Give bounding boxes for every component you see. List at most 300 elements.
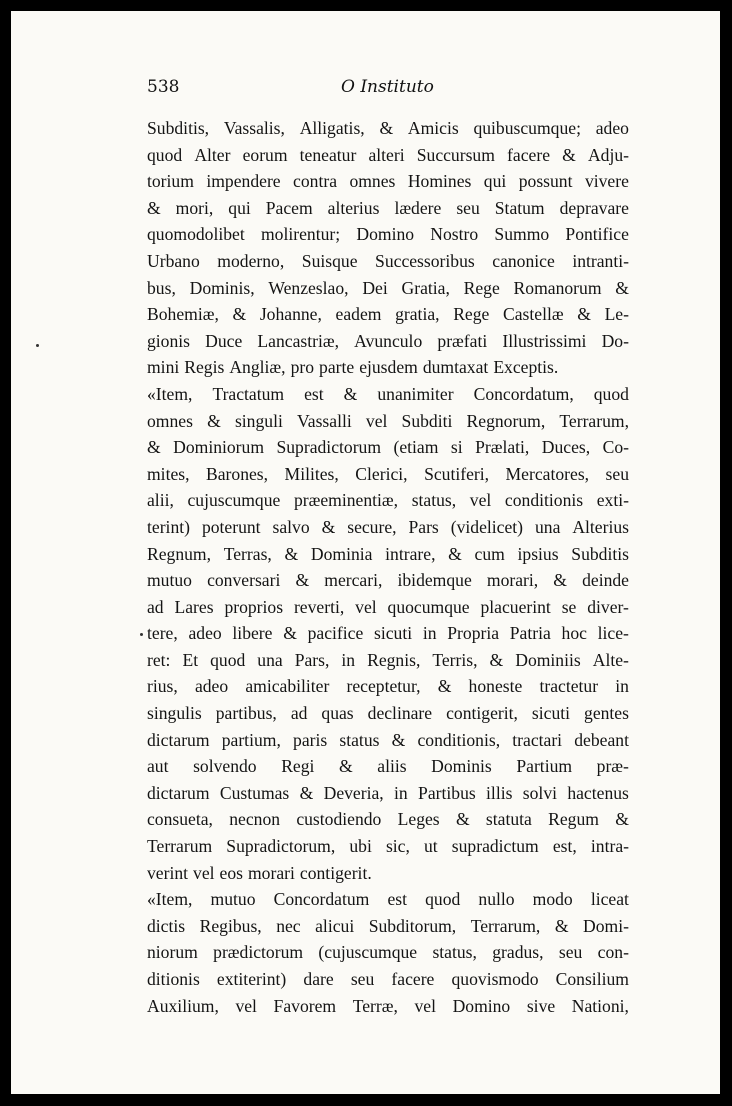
word: Regi: [281, 756, 315, 777]
word: conversari: [207, 570, 281, 591]
word: Regum: [548, 809, 599, 830]
word: ditionis: [147, 969, 200, 989]
word: &: [379, 118, 394, 138]
word: Duces,: [541, 437, 591, 458]
word: Partibus: [418, 782, 476, 803]
word: aut: [147, 756, 169, 777]
word: hoc: [561, 623, 587, 644]
word: prædictorum: [213, 942, 304, 963]
word: &: [147, 437, 161, 458]
word: mutuo: [210, 889, 256, 910]
word: Domino: [356, 224, 415, 245]
word: Leges: [397, 809, 440, 830]
word: Consilium: [555, 969, 629, 989]
word: Terras,: [223, 543, 272, 564]
word: Subditorum,: [368, 915, 457, 936]
word: quomodolibet: [147, 224, 245, 245]
print-speck: [36, 344, 39, 347]
word: Custumas: [219, 782, 290, 803]
word: Alterius: [572, 516, 629, 537]
word: Mercatores,: [505, 463, 590, 484]
word: Deveria,: [323, 782, 384, 803]
word: «Item,: [147, 889, 193, 910]
word: Avunculo: [354, 330, 423, 351]
word: Dei: [362, 277, 388, 298]
word: Bohemiæ,: [147, 304, 219, 325]
word: Suisque: [301, 250, 358, 271]
word: Romanorum: [513, 277, 602, 298]
word: &: [391, 729, 406, 750]
word: Homines: [407, 171, 472, 192]
word: Succursum: [416, 144, 495, 165]
word: Angliæ,: [229, 357, 286, 378]
word: partibus,: [215, 703, 277, 724]
word: (etiam: [393, 437, 439, 458]
word: Dominis: [431, 756, 492, 777]
word: quovismodo: [451, 969, 539, 989]
word: nec: [276, 915, 301, 936]
word: Vassalli: [297, 410, 352, 431]
word: Supradictorum,: [226, 836, 336, 857]
word: torium: [147, 171, 194, 192]
word: ad: [147, 596, 164, 617]
text-line: [147, 727, 629, 754]
word: extiterint): [216, 969, 287, 989]
word: &: [299, 782, 314, 803]
word: Dominiis: [515, 649, 581, 670]
word: Concordatum,: [473, 383, 574, 404]
word: &: [437, 676, 452, 697]
word: seu: [558, 942, 583, 963]
word: nullo: [478, 889, 515, 910]
word: vivere: [584, 171, 629, 192]
book-page: [11, 11, 720, 1094]
word: omnes: [349, 171, 396, 192]
text-line: [147, 168, 629, 195]
word: illis: [486, 782, 513, 803]
word: ad: [290, 703, 308, 724]
word: Illustrissimi: [502, 330, 587, 351]
word: alii,: [147, 490, 174, 511]
word: se: [561, 596, 577, 617]
word: gratia,: [395, 304, 440, 325]
word: ubi: [349, 836, 372, 857]
word: ejusdem: [359, 357, 418, 378]
word: in: [422, 623, 437, 644]
word: morari: [248, 862, 295, 883]
word: lice-: [597, 623, 629, 644]
word: Johanne,: [259, 304, 322, 325]
text-line: [147, 381, 629, 408]
page-number: 538: [147, 77, 180, 97]
word: liceat: [590, 889, 629, 910]
word: Vassalis,: [223, 118, 285, 138]
word: depravare: [559, 197, 629, 218]
word: honeste: [468, 676, 523, 697]
word: exti-: [596, 490, 629, 511]
word: &: [554, 915, 569, 936]
running-title: O Instituto: [341, 77, 434, 97]
word: parte: [319, 357, 355, 378]
word: alterius: [327, 197, 380, 218]
text-line: [147, 115, 629, 142]
word: bus,: [147, 277, 176, 298]
word: est: [304, 383, 324, 404]
word: terint): [147, 516, 190, 537]
word: partium,: [221, 729, 281, 750]
word: gionis: [147, 330, 191, 351]
word: supradictum: [451, 836, 539, 857]
word: intrare,: [385, 543, 436, 564]
word: Auxilium,: [147, 995, 219, 1016]
text-line: [147, 966, 629, 993]
word: alicui: [315, 915, 355, 936]
text-line: [147, 221, 629, 248]
word: Alte-: [592, 649, 629, 670]
text-line: [147, 913, 629, 940]
word: &: [577, 304, 591, 325]
word: Pars,: [294, 649, 330, 670]
word: Pars: [408, 516, 439, 537]
word: modo: [532, 889, 573, 910]
word: Propria: [447, 623, 500, 644]
word: conditionis,: [417, 729, 501, 750]
word: Dominis,: [189, 277, 255, 298]
text-line: [147, 993, 629, 1020]
word: Dominia: [310, 543, 373, 564]
word: Et: [182, 649, 199, 670]
word: mercari,: [324, 570, 383, 591]
word: mini: [147, 357, 180, 378]
word: quibuscumque;: [473, 118, 581, 138]
word: ipsius: [517, 543, 559, 564]
word: solvi: [522, 782, 557, 803]
word: vel: [469, 490, 492, 511]
text-line: [147, 408, 629, 435]
word: Adju-: [587, 144, 629, 165]
word: &: [207, 410, 221, 431]
word: eorum: [242, 144, 288, 165]
word: Subditis,: [147, 118, 210, 138]
text-line: [147, 620, 629, 647]
word: quod: [147, 144, 183, 165]
word: declinare: [367, 703, 433, 724]
word: teneatur: [299, 144, 357, 165]
word: Regis: [184, 357, 225, 378]
word: consueta,: [147, 809, 213, 830]
print-speck: [140, 633, 143, 636]
word: tractari: [512, 729, 563, 750]
word: Regnorum,: [466, 410, 546, 431]
word: con-: [597, 942, 629, 963]
word: vel: [193, 862, 215, 883]
word: quod: [425, 889, 461, 910]
text-line: [147, 806, 629, 833]
word: est,: [552, 836, 577, 857]
word: sic,: [385, 836, 410, 857]
word: moderno,: [217, 250, 285, 271]
word: rius,: [147, 676, 178, 697]
word: solvendo: [193, 756, 257, 777]
word: &: [615, 277, 629, 298]
word: præ-: [596, 756, 629, 777]
word: est: [387, 889, 408, 910]
word: paris: [293, 729, 328, 750]
word: ibidemque: [397, 570, 472, 591]
word: Lancastriæ,: [257, 330, 340, 351]
word: dictarum: [147, 782, 210, 803]
word: &: [284, 543, 299, 564]
word: status: [339, 729, 380, 750]
word: mites,: [147, 463, 190, 484]
word: gentes: [584, 703, 629, 724]
text-line: [147, 567, 629, 594]
word: «Item,: [147, 383, 193, 404]
word: seu: [605, 463, 629, 484]
word: &: [455, 809, 470, 830]
word: una: [534, 516, 561, 537]
word: Rege: [463, 277, 500, 298]
word: Wenzeslao,: [268, 277, 349, 298]
word: &: [147, 197, 161, 218]
word: seu: [456, 197, 480, 218]
word: Barones,: [206, 463, 269, 484]
word: Subditi: [401, 410, 453, 431]
word: receptetur,: [346, 676, 421, 697]
word: Castellæ: [502, 304, 564, 325]
text-line: [147, 142, 629, 169]
word: Gratia,: [401, 277, 450, 298]
word: præfati: [437, 330, 488, 351]
word: proprios: [224, 596, 284, 617]
word: qui: [228, 197, 251, 218]
word: quod: [210, 649, 246, 670]
word: (cujuscumque: [318, 942, 418, 963]
word: Regnum,: [147, 543, 212, 564]
word: intra-: [590, 836, 629, 857]
text-line: [147, 301, 629, 328]
word: &: [489, 649, 504, 670]
word: Amicis: [407, 118, 459, 138]
word: &: [295, 570, 310, 591]
word: lædere: [394, 197, 442, 218]
word: quas: [321, 703, 354, 724]
text-line: [147, 275, 629, 302]
word: vel: [414, 995, 436, 1016]
word: facere: [391, 969, 435, 989]
word: dumtaxat: [422, 357, 489, 378]
word: secure,: [347, 516, 397, 537]
word: in: [394, 782, 408, 803]
word: Nostro: [430, 224, 479, 245]
word: adeo: [188, 623, 222, 644]
word: dictis: [147, 915, 186, 936]
word: (videlicet): [450, 516, 524, 537]
word: adeo: [194, 676, 229, 697]
word: &: [343, 383, 358, 404]
text-line: [147, 594, 629, 621]
word: Alligatis,: [299, 118, 365, 138]
text-line: [147, 487, 629, 514]
word: possunt: [518, 171, 573, 192]
word: Summo: [494, 224, 550, 245]
word: Pacem: [265, 197, 313, 218]
word: pro: [290, 357, 315, 378]
word: Domino: [452, 995, 511, 1016]
word: Terrarum,: [559, 410, 629, 431]
word: Domi-: [583, 915, 629, 936]
word: eos: [219, 862, 243, 883]
word: Terræ,: [352, 995, 398, 1016]
word: contigerit,: [446, 703, 518, 724]
word: vel: [235, 995, 257, 1016]
word: Exceptis.: [493, 357, 559, 378]
word: morari,: [486, 570, 539, 591]
body-text: [147, 115, 629, 1019]
word: statuta: [485, 809, 532, 830]
word: ut: [423, 836, 438, 857]
text-line: [147, 673, 629, 700]
word: tractetur: [539, 676, 599, 697]
text-line: [147, 700, 629, 727]
word: molirentur;: [260, 224, 341, 245]
word: vel: [365, 410, 388, 431]
word: &: [562, 144, 576, 165]
word: deinde: [582, 570, 629, 591]
word: tere,: [147, 623, 178, 644]
word: adeo: [595, 118, 629, 138]
word: salvo: [272, 516, 310, 537]
word: &: [553, 570, 567, 591]
word: libere: [232, 623, 273, 644]
word: poterunt: [201, 516, 261, 537]
text-line: [147, 780, 629, 807]
word: seu: [350, 969, 375, 989]
word: Prælati,: [475, 437, 530, 458]
word: &: [615, 809, 629, 830]
word: Nationi,: [571, 995, 629, 1016]
word: sicuti: [374, 623, 413, 644]
text-line: [147, 514, 629, 541]
word: Duce: [205, 330, 243, 351]
word: Terrarum: [147, 836, 213, 857]
word: Favorem: [273, 995, 337, 1016]
word: Lares: [174, 596, 214, 617]
word: dictarum: [147, 729, 210, 750]
word: pacifice: [307, 623, 364, 644]
word: dare: [303, 969, 334, 989]
word: mori,: [175, 197, 214, 218]
word: custodiendo: [296, 809, 382, 830]
text-line: [147, 248, 629, 275]
word: canonice: [492, 250, 555, 271]
text-line: [147, 328, 629, 355]
word: Regibus,: [199, 915, 262, 936]
text-line: [147, 541, 629, 568]
word: diver-: [587, 596, 629, 617]
word: &: [339, 756, 353, 777]
word: Tractatum: [212, 383, 285, 404]
word: Regnis,: [367, 649, 421, 670]
word: facere: [507, 144, 551, 165]
word: sive: [526, 995, 556, 1016]
word: quocumque: [387, 596, 470, 617]
word: cujuscumque: [187, 490, 281, 511]
word: mutuo: [147, 570, 192, 591]
word: Milites,: [284, 463, 339, 484]
word: in: [341, 649, 356, 670]
word: status,: [432, 942, 477, 963]
word: conditionis: [504, 490, 584, 511]
word: in: [615, 676, 629, 697]
text-line: [147, 886, 629, 913]
word: placuerint: [480, 596, 551, 617]
word: Dominiorum: [173, 437, 265, 458]
word: Successoribus: [375, 250, 475, 271]
word: alteri: [368, 144, 405, 165]
word: necnon: [229, 809, 281, 830]
word: verint: [147, 862, 189, 883]
word: qui: [483, 171, 507, 192]
word: Patria: [509, 623, 551, 644]
word: status,: [411, 490, 457, 511]
word: hactenus: [567, 782, 629, 803]
word: si: [450, 437, 463, 458]
word: omnes: [147, 410, 193, 431]
text-line: [147, 939, 629, 966]
word: Supradictorum: [276, 437, 382, 458]
text-line: [147, 354, 629, 381]
word: una: [257, 649, 283, 670]
word: Clerici,: [355, 463, 408, 484]
word: quod: [593, 383, 629, 404]
text-line: [147, 647, 629, 674]
word: unanimiter: [377, 383, 454, 404]
word: Partium: [516, 756, 573, 777]
text-line: [147, 434, 629, 461]
word: Le-: [604, 304, 629, 325]
word: cum: [474, 543, 505, 564]
word: Subditis: [571, 543, 629, 564]
word: vel: [355, 596, 377, 617]
word: &: [321, 516, 336, 537]
word: Terris,: [432, 649, 478, 670]
word: reverti,: [293, 596, 345, 617]
word: contigerit.: [299, 862, 372, 883]
word: Terrarum,: [470, 915, 541, 936]
word: Do-: [601, 330, 629, 351]
word: ret:: [147, 649, 171, 670]
word: Scutiferi,: [424, 463, 490, 484]
text-line: [147, 753, 629, 780]
word: impendere: [206, 171, 281, 192]
word: &: [283, 623, 297, 644]
word: gradus,: [492, 942, 544, 963]
word: debeant: [574, 729, 629, 750]
word: contra: [293, 171, 338, 192]
word: aliis: [377, 756, 407, 777]
text-line: [147, 860, 629, 887]
word: Alter: [194, 144, 231, 165]
word: amicabiliter: [245, 676, 330, 697]
word: Concordatum: [273, 889, 370, 910]
word: eadem: [335, 304, 382, 325]
word: Statum: [494, 197, 545, 218]
word: Rege: [453, 304, 490, 325]
word: præeminentiæ,: [293, 490, 399, 511]
word: Co-: [602, 437, 629, 458]
text-line: [147, 833, 629, 860]
